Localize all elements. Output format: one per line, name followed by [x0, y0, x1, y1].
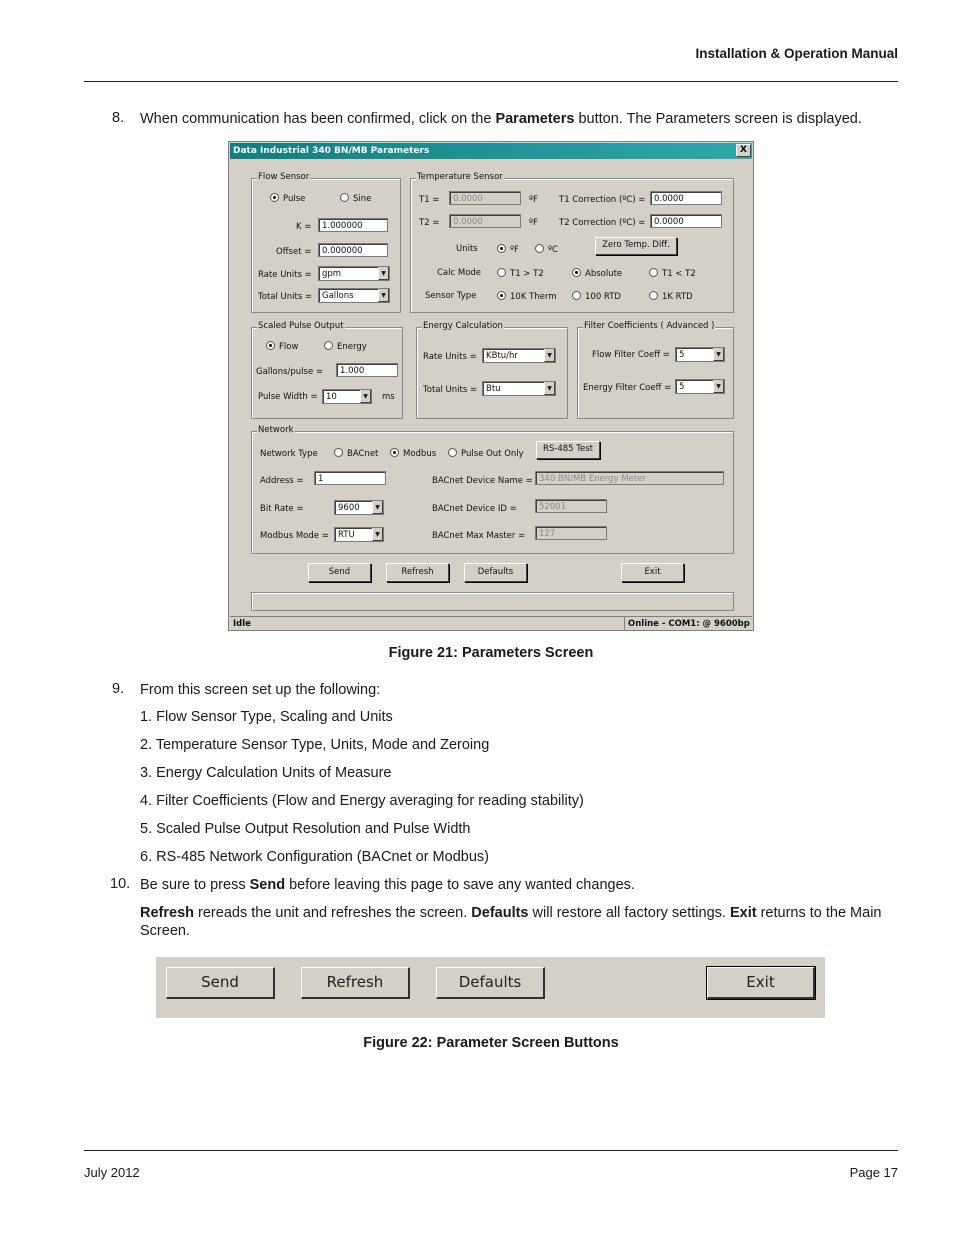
group-label: Network: [258, 425, 294, 435]
t1-value: 0.0000: [449, 191, 521, 205]
units-label: Units: [456, 244, 478, 254]
gallons-per-pulse-label: Gallons/pulse =: [256, 367, 324, 377]
bacnet-max-master-label: BACnet Max Master =: [432, 531, 526, 541]
flow-filter-select[interactable]: 5 ▼: [675, 347, 725, 362]
step-9-text: From this screen set up the following:: [140, 682, 381, 698]
t2-value: 0.0000: [449, 214, 521, 228]
rate-units-label: Rate Units =: [258, 270, 312, 280]
send-button[interactable]: Send: [308, 563, 371, 582]
bacnet-device-name-label: BACnet Device Name =: [432, 476, 533, 486]
defaults-button[interactable]: Defaults: [464, 563, 527, 582]
energy-filter-label: Energy Filter Coeff =: [583, 383, 672, 393]
close-button[interactable]: X: [736, 144, 751, 157]
parameter-buttons-figure: [156, 957, 825, 1018]
step-10-detail: Refresh rereads the unit and refreshes the screen. Defaults will restore all factory settings. Exit returns to the Main Screen.: [140, 905, 882, 939]
calc-mode-label: Calc Mode: [437, 268, 482, 278]
radio-flow[interactable]: Flow: [266, 341, 298, 352]
k-input[interactable]: 1.000000: [318, 218, 388, 232]
figure-21-caption: Figure 21: Parameters Screen: [388, 645, 594, 661]
group-label: Scaled Pulse Output: [258, 321, 344, 331]
pulse-width-select[interactable]: 10 ▼: [322, 389, 372, 404]
step-10-text: Be sure to press Send before leaving this page to save any wanted changes.: [140, 877, 635, 893]
figure-22-caption: Figure 22: Parameter Screen Buttons: [363, 1035, 619, 1051]
step-number: 9.: [112, 681, 125, 697]
t1-correction-label: T1 Correction (ºC) =: [559, 195, 646, 205]
modbus-mode-select[interactable]: RTU ▼: [334, 527, 384, 542]
address-label: Address =: [260, 476, 304, 486]
rs485-test-button[interactable]: RS-485 Test: [536, 441, 600, 459]
status-bar: [230, 616, 752, 631]
network-type-label: Network Type: [260, 449, 318, 459]
energy-rate-units-label: Rate Units =: [423, 352, 477, 362]
message-bar: [251, 592, 734, 611]
radio-1k-rtd[interactable]: 1K RTD: [649, 291, 693, 302]
gallons-per-pulse-input[interactable]: 1.000: [336, 363, 398, 377]
t2-correction-input[interactable]: 0.0000: [650, 214, 722, 228]
list-item: 4. Filter Coefficients (Flow and Energy averaging for reading stability): [140, 793, 584, 809]
radio-modbus[interactable]: Modbus: [390, 448, 436, 459]
k-label: K =: [296, 222, 312, 232]
list-item: 3. Energy Calculation Units of Measure: [140, 765, 392, 781]
radio-pulse[interactable]: Pulse: [270, 193, 305, 204]
bacnet-device-id-label: BACnet Device ID =: [432, 504, 517, 514]
header-title: Installation & Operation Manual: [695, 46, 898, 61]
t1-correction-input[interactable]: 0.0000: [650, 191, 722, 205]
list-item: 6. RS-485 Network Configuration (BACnet or Modbus): [140, 849, 489, 865]
bacnet-device-name-input: 340 BN/MB Energy Meter: [535, 471, 724, 485]
flow-sensor-group: [251, 172, 401, 313]
radio-sine[interactable]: Sine: [340, 193, 371, 204]
bit-rate-label: Bit Rate =: [260, 504, 304, 514]
total-units-label: Total Units =: [258, 292, 313, 302]
list-item: 1. Flow Sensor Type, Scaling and Units: [140, 709, 393, 725]
group-label: Temperature Sensor: [417, 172, 503, 182]
address-input[interactable]: 1: [314, 471, 386, 485]
radio-calc-absolute[interactable]: Absolute: [572, 268, 622, 279]
energy-total-units-label: Total Units =: [423, 385, 478, 395]
bacnet-device-id-input: 52001: [535, 499, 607, 513]
sensor-type-label: Sensor Type: [425, 291, 477, 301]
rate-units-select[interactable]: gpm ▼: [318, 266, 390, 281]
exit-button[interactable]: Exit: [621, 563, 684, 582]
list-item: 2. Temperature Sensor Type, Units, Mode and Zeroing: [140, 737, 490, 753]
refresh-button[interactable]: Refresh: [301, 967, 410, 999]
ms-label: ms: [382, 392, 395, 402]
refresh-button[interactable]: Refresh: [386, 563, 449, 582]
network-group: [251, 425, 734, 554]
pulse-width-label: Pulse Width =: [258, 392, 318, 402]
radio-pulse-out-only[interactable]: Pulse Out Only: [448, 448, 524, 459]
flow-filter-label: Flow Filter Coeff =: [592, 350, 670, 360]
dialog-title: Data Industrial 340 BN/MB Parameters: [230, 143, 752, 159]
parameters-dialog: [228, 141, 754, 631]
radio-10k-therm[interactable]: 10K Therm: [497, 291, 557, 302]
radio-calc-t1-lt-t2[interactable]: T1 < T2: [649, 268, 696, 279]
defaults-button[interactable]: Defaults: [436, 967, 545, 999]
radio-deg-f[interactable]: ºF: [497, 244, 519, 255]
step-number: 10.: [110, 876, 131, 892]
t2-correction-label: T2 Correction (ºC) =: [559, 218, 646, 228]
exit-button[interactable]: Exit: [707, 967, 815, 999]
status-idle: Idle: [233, 619, 251, 629]
radio-deg-c[interactable]: ºC: [535, 244, 558, 255]
t1-label: T1 =: [419, 195, 440, 205]
bit-rate-select[interactable]: 9600 ▼: [334, 500, 384, 515]
group-label: Energy Calculation: [423, 321, 503, 331]
footer-page: Page 17: [849, 1165, 898, 1180]
t2-label: T2 =: [419, 218, 440, 228]
energy-filter-select[interactable]: 5 ▼: [675, 379, 725, 394]
offset-input[interactable]: 0.000000: [318, 243, 388, 257]
step-8-text: When communication has been confirmed, click on the Parameters button. The Parameters screen is displayed.: [140, 111, 862, 127]
total-units-select[interactable]: Gallons ▼: [318, 288, 390, 303]
send-button[interactable]: Send: [166, 967, 275, 999]
bacnet-max-master-input: 127: [535, 526, 607, 540]
filter-coefficients-group: [577, 321, 734, 419]
group-label: Flow Sensor: [258, 172, 310, 182]
header-rule: [84, 81, 898, 82]
group-label: Filter Coefficients ( Advanced ): [584, 321, 715, 331]
radio-calc-t1-gt-t2[interactable]: T1 > T2: [497, 268, 544, 279]
list-item: 5. Scaled Pulse Output Resolution and Pulse Width: [140, 821, 471, 837]
status-connection: Online - COM1: @ 9600bp: [624, 617, 752, 631]
energy-rate-units-select[interactable]: KBtu/hr ▼: [482, 348, 556, 363]
t1-unit: ºF: [529, 195, 538, 205]
radio-energy[interactable]: Energy: [324, 341, 367, 352]
scaled-pulse-output-group: [251, 321, 403, 419]
radio-100-rtd[interactable]: 100 RTD: [572, 291, 621, 302]
step-number: 8.: [112, 110, 125, 126]
energy-calculation-group: [416, 321, 568, 419]
t2-unit: ºF: [529, 218, 538, 228]
offset-label: Offset =: [276, 247, 312, 257]
footer-rule: [84, 1150, 898, 1151]
zero-temp-diff-button[interactable]: Zero Temp. Diff.: [595, 237, 677, 255]
modbus-mode-label: Modbus Mode =: [260, 531, 329, 541]
energy-total-units-select[interactable]: Btu ▼: [482, 381, 556, 396]
footer-date: July 2012: [84, 1165, 140, 1180]
radio-bacnet[interactable]: BACnet: [334, 448, 378, 459]
temperature-sensor-group: [410, 172, 734, 313]
